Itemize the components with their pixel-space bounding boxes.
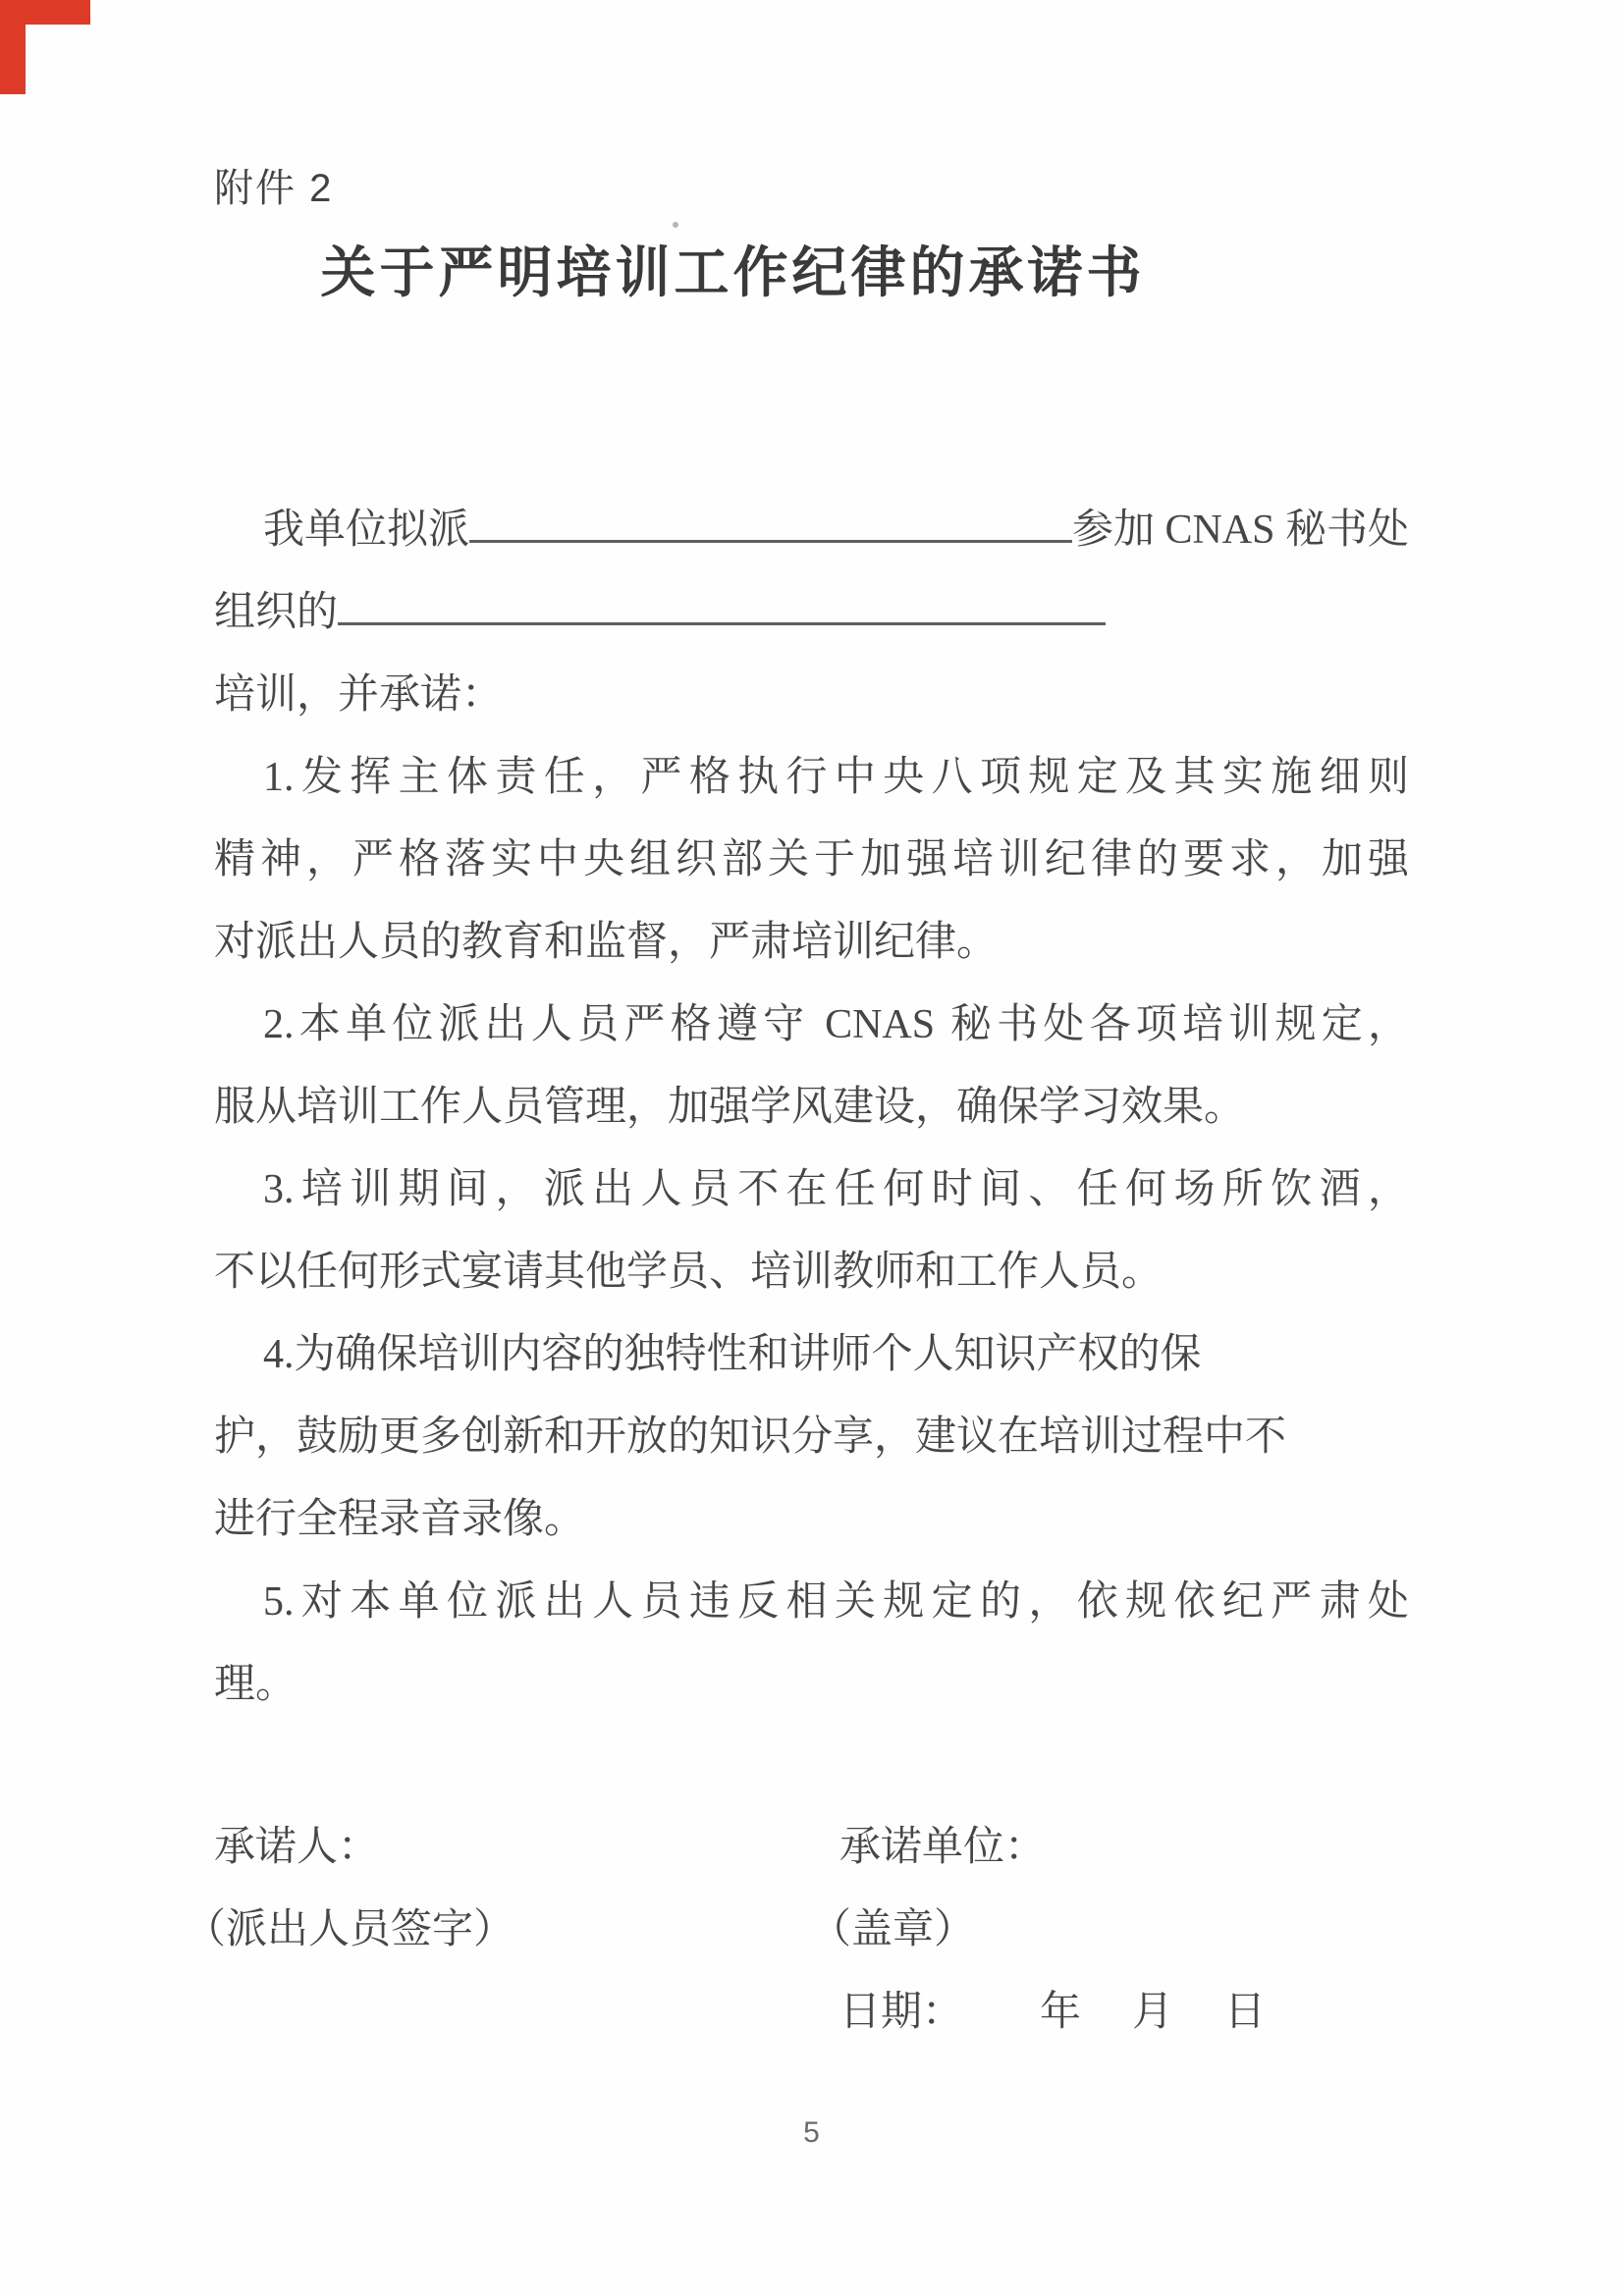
item-1-line: 精神，严格落实中央组织部关于加强培训纪律的要求，加强 <box>214 837 1409 882</box>
signature-row-labels <box>214 1806 1409 1889</box>
item-3-line: 3.培训期间，派出人员不在任何时间、任何场所饮酒， <box>263 1167 1409 1212</box>
opening-line-2 <box>214 571 1409 654</box>
unit-label: 承诺单位： <box>839 1825 1047 1870</box>
blank-underline-unit-person <box>469 539 1072 543</box>
item-1-line: 1.发挥主体责任，严格执行中央八项规定及其实施细则 <box>263 755 1409 800</box>
attachment-label: 附件 2 <box>214 167 334 210</box>
item-4-line: 4.为确保培训内容的独特性和讲师个人知识产权的保 <box>263 1332 1202 1377</box>
item-4-line: 护，鼓励更多创新和开放的知识分享，建议在培训过程中不 <box>214 1415 1287 1460</box>
date-line <box>839 1971 1409 2054</box>
blank-underline-training-name <box>338 621 1106 625</box>
promisor-note: （派出人员签字） <box>185 1907 515 1952</box>
opening-line1-tail: 参加 CNAS 秘书处 <box>1071 507 1409 553</box>
scan-speck <box>673 222 678 228</box>
item-4-line: 进行全程录音录像。 <box>214 1497 586 1542</box>
promisor-label: 承诺人： <box>214 1825 380 1870</box>
item-5-line: 理。 <box>214 1662 298 1707</box>
signature-row-date <box>214 1971 1409 2054</box>
date-spacer <box>214 1971 839 2054</box>
page-number: 5 <box>803 2116 820 2149</box>
scan-artifact-red-top <box>0 0 90 25</box>
opening-line-1 <box>214 489 1409 571</box>
signature-row-notes <box>185 1889 1409 1971</box>
opening-line1-lead: 我单位拟派 <box>263 507 470 553</box>
document-title: 关于严明培训工作纪律的承诺书 <box>320 241 1146 303</box>
date-month-label: 月 <box>1132 1990 1174 2035</box>
item-2-line: 服从培训工作人员管理，加强学风建设，确保学习效果。 <box>214 1085 1246 1130</box>
unit-note: （盖章） <box>810 1907 976 1952</box>
document-body <box>214 489 1409 1726</box>
signature-block <box>185 1806 1409 2054</box>
date-year-label: 年 <box>1040 1990 1082 2035</box>
date-day-label: 日 <box>1224 1990 1267 2035</box>
item-5-line: 5.对本单位派出人员违反相关规定的，依规依纪严肃处 <box>263 1579 1409 1625</box>
opening-line-3: 培训，并承诺： <box>214 672 504 718</box>
date-label: 日期： <box>839 1990 964 2035</box>
item-1-line: 对派出人员的教育和监督，严肃培训纪律。 <box>214 920 999 965</box>
item-3-line: 不以任何形式宴请其他学员、培训教师和工作人员。 <box>214 1250 1163 1295</box>
item-2-line: 2.本单位派出人员严格遵守 CNAS 秘书处各项培训规定， <box>263 1002 1409 1047</box>
opening-line2-lead: 组织的 <box>214 590 339 635</box>
